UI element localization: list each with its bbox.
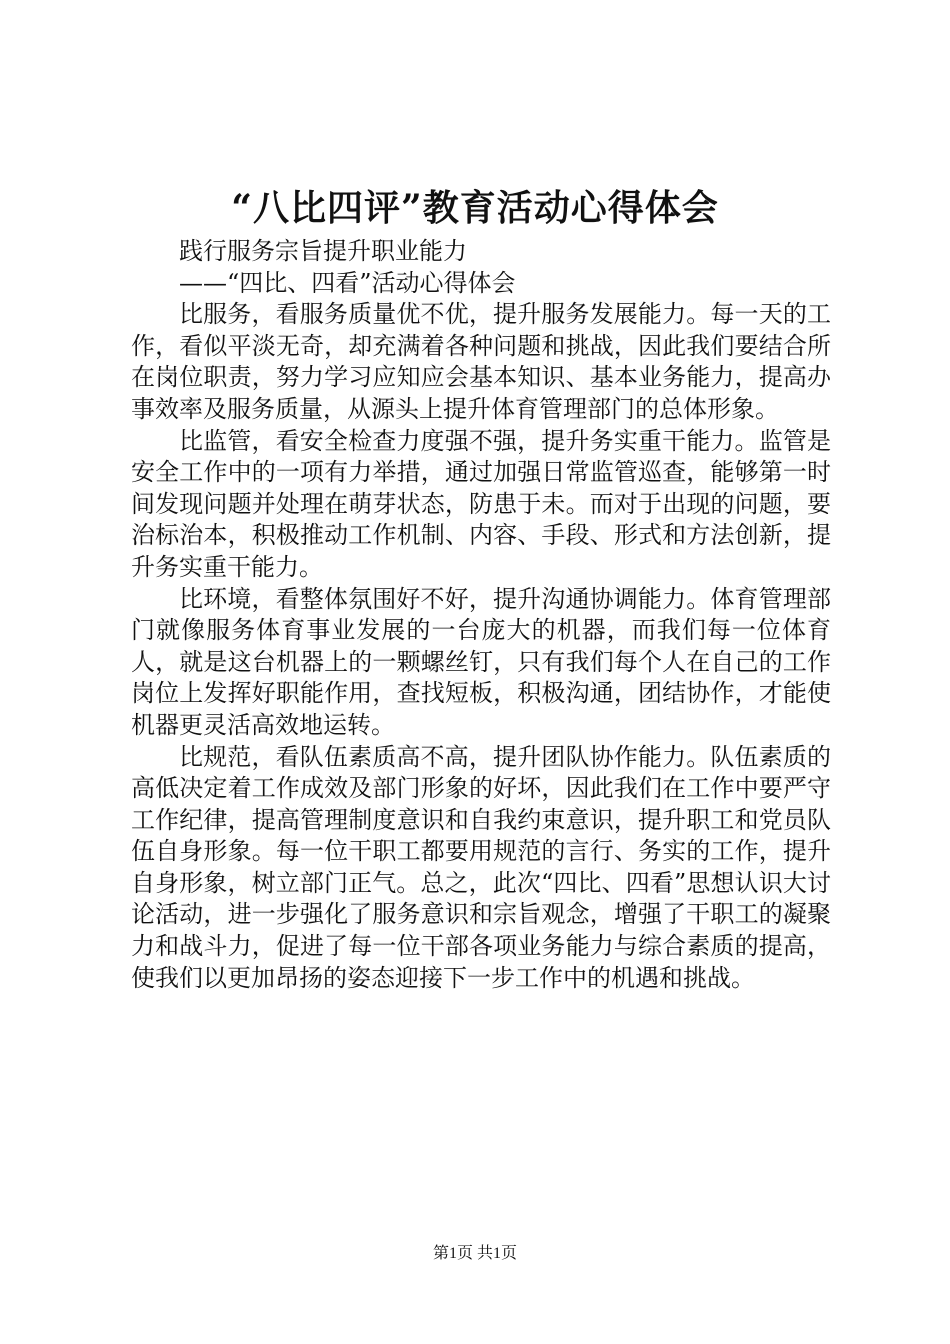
paragraph-supervision: 比监管，看安全检查力度强不强，提升务实重干能力。监管是安全工作中的一项有力举措，通过加强日常监管巡查，能够第一时间发现问题并处理在萌芽状态，防患于未。而对于出现的问题，要治标治本，积极推动工作机制、内容、手段、形式和方法创新，提升务实重干能力。 <box>131 426 831 581</box>
document-body <box>131 236 831 994</box>
paragraph-standards: 比规范，看队伍素质高不高，提升团队协作能力。队伍素质的高低决定着工作成效及部门形象的好坏，因此我们在工作中要严守工作纪律，提高管理制度意识和自我约束意识，提升职工和党员队伍自身形象。每一位干职工都要用规范的言行、务实的工作，提升自身形象，树立部门正气。总之，此次“四比、四看”思想认识大讨论活动，进一步强化了服务意识和宗旨观念，增强了干职工的凝聚力和战斗力，促进了每一位干部各项业务能力与综合素质的提高，使我们以更加昂扬的姿态迎接下一步工作中的机遇和挑战。 <box>131 742 831 992</box>
paragraph-environment: 比环境，看整体氛围好不好，提升沟通协调能力。体育管理部门就像服务体育事业发展的一台庞大的机器，而我们每一位体育人，就是这台机器上的一颗螺丝钉，只有我们每个人在自己的工作岗位上发挥好职能作用，查找短板，积极沟通，团结协作，才能使机器更灵活高效地运转。 <box>131 584 831 739</box>
subtitle-line-1: 践行服务宗旨提升职业能力 <box>179 237 467 265</box>
subtitle-line-2: ——“四比、四看”活动心得体会 <box>179 268 516 297</box>
page-footer: 第1页 共1页 <box>432 1245 517 1262</box>
document-title: “八比四评”教育活动心得体会 <box>231 187 719 229</box>
paragraph-service: 比服务，看服务质量优不优，提升服务发展能力。每一天的工作，看似平淡无奇，却充满着各种问题和挑战，因此我们要结合所在岗位职责，努力学习应知应会基本知识、基本业务能力，提高办事效率及服务质量，从源头上提升体育管理部门的总体形象。 <box>131 300 831 423</box>
